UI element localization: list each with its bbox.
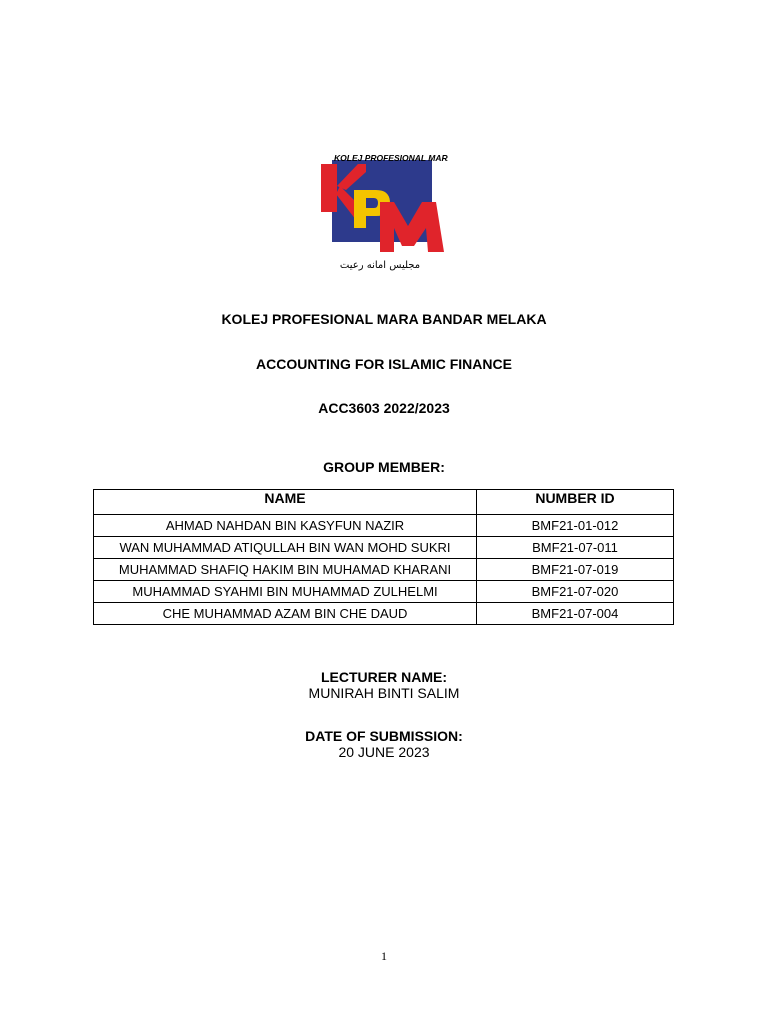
group-member-label: GROUP MEMBER:	[323, 459, 445, 475]
kpm-logo-graphic	[318, 150, 448, 272]
logo-top-text: KOLEJ PROFESIONAL MARA	[334, 153, 448, 163]
member-id: BMF21-01-012	[477, 515, 674, 537]
member-name: MUHAMMAD SHAFIQ HAKIM BIN MUHAMAD KHARANI	[94, 559, 477, 581]
table-row	[94, 515, 674, 537]
lecturer-label: LECTURER NAME:	[321, 669, 447, 685]
member-id: BMF21-07-019	[477, 559, 674, 581]
table-row	[94, 537, 674, 559]
submission-date-label: DATE OF SUBMISSION:	[305, 728, 463, 744]
logo-arabic-text: مجليس امانه رعيت	[339, 260, 421, 271]
column-header-name: NAME	[94, 490, 477, 515]
group-members-table	[93, 489, 674, 625]
member-name: MUHAMMAD SYAHMI BIN MUHAMMAD ZULHELMI	[94, 581, 477, 603]
kpm-logo	[318, 150, 448, 272]
member-id: BMF21-07-011	[477, 537, 674, 559]
lecturer-name: MUNIRAH BINTI SALIM	[308, 685, 460, 701]
course-code: ACC3603 2022/2023	[318, 400, 450, 416]
table-row	[94, 581, 674, 603]
member-id: BMF21-07-020	[477, 581, 674, 603]
table-row	[94, 603, 674, 625]
member-name: AHMAD NAHDAN BIN KASYFUN NAZIR	[94, 515, 477, 537]
institution-title: KOLEJ PROFESIONAL MARA BANDAR MELAKA	[221, 311, 547, 327]
member-name: CHE MUHAMMAD AZAM BIN CHE DAUD	[94, 603, 477, 625]
page-number: 1	[381, 949, 387, 963]
member-name: WAN MUHAMMAD ATIQULLAH BIN WAN MOHD SUKRI	[94, 537, 477, 559]
submission-date: 20 JUNE 2023	[338, 744, 430, 760]
table-row	[94, 559, 674, 581]
member-id: BMF21-07-004	[477, 603, 674, 625]
column-header-number-id: NUMBER ID	[477, 490, 674, 515]
table-header-row	[94, 490, 674, 515]
course-title: ACCOUNTING FOR ISLAMIC FINANCE	[256, 356, 512, 372]
